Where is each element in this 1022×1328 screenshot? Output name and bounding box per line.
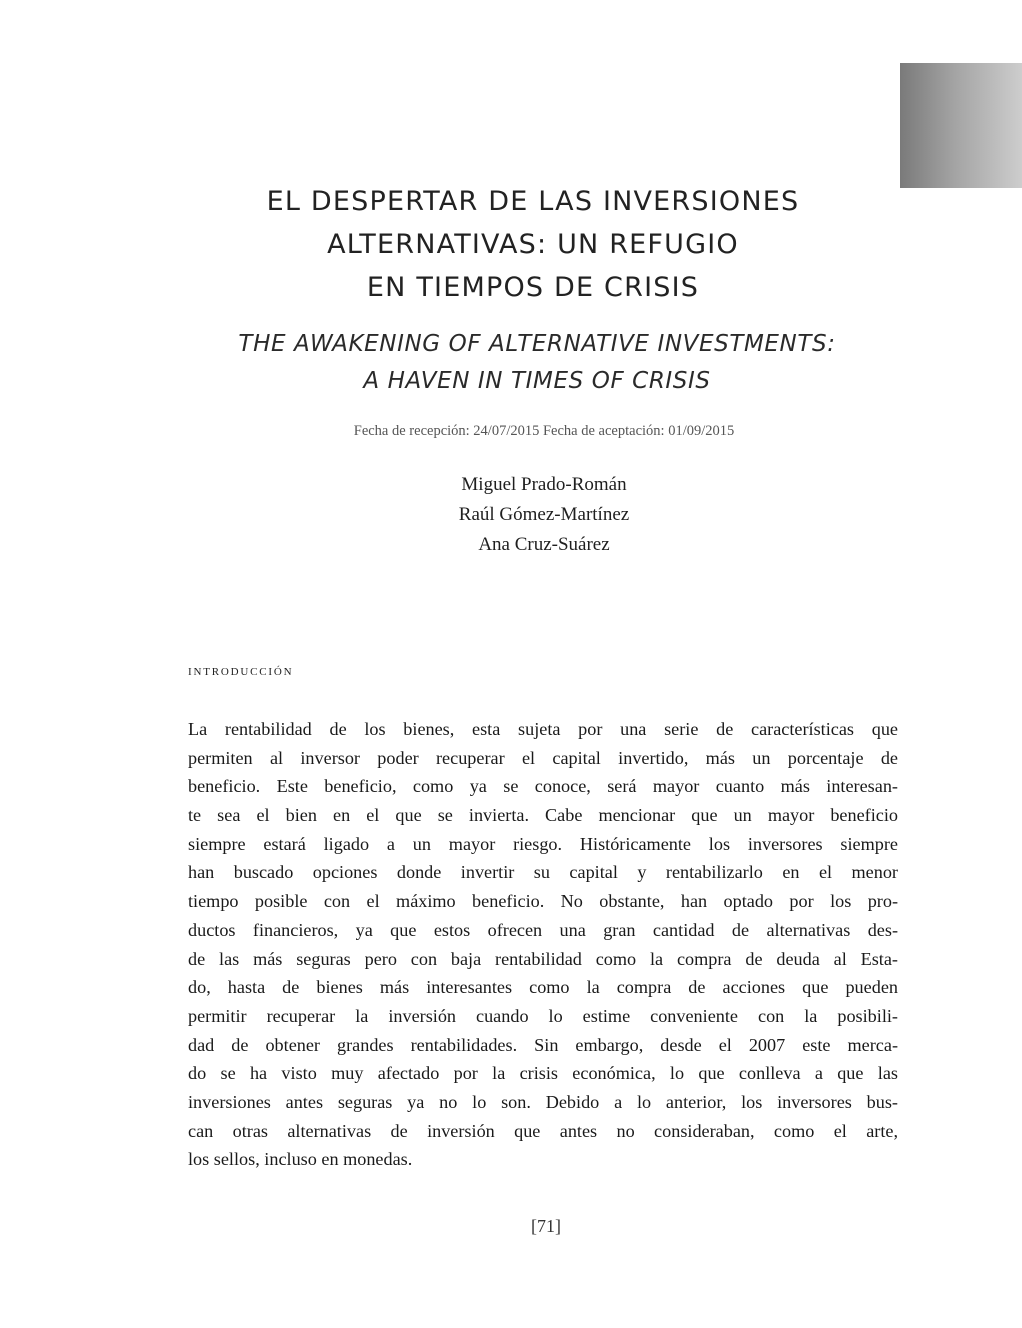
body-line: dad de obtener grandes rentabilidades. Sin embargo, desde el 2007 este merca- bbox=[188, 1034, 898, 1055]
page-edge-tab bbox=[900, 63, 1022, 188]
body-line: inversiones antes seguras ya no lo son. Debido a lo anterior, los inversores bus- bbox=[188, 1091, 898, 1112]
body-line: do, hasta de bienes más interesantes como la compra de acciones que pueden bbox=[188, 977, 898, 998]
article-title bbox=[0, 180, 1022, 309]
body-line: te sea el bien en el que se invierta. Cabe mencionar que un mayor beneficio bbox=[188, 805, 898, 826]
body-paragraph bbox=[188, 715, 898, 1174]
body-line: permitir recuperar la inversión cuando lo estime conveniente con la posibili- bbox=[188, 1005, 898, 1026]
body-line: La rentabilidad de los bienes, esta sujeta por una serie de características que bbox=[188, 719, 898, 739]
body-line: do se ha visto muy afectado por la crisis económica, lo que conlleva a que las bbox=[188, 1063, 898, 1084]
article-subtitle bbox=[0, 326, 1022, 400]
author-name: Ana Cruz-Suárez bbox=[478, 534, 610, 555]
body-line: can otras alternativas de inversión que antes no consideraban, como el arte, bbox=[188, 1120, 898, 1141]
body-line: beneficio. Este beneficio, como ya se conoce, será mayor cuanto más interesan- bbox=[188, 776, 898, 797]
title-line: ALTERNATIVAS: UN REFUGIO bbox=[327, 229, 739, 260]
subtitle-line: A HAVEN IN TIMES OF CRISIS bbox=[363, 368, 711, 394]
author-name: Miguel Prado-Román bbox=[461, 474, 627, 495]
author-list bbox=[33, 470, 1022, 560]
reception-acceptance-dates: Fecha de recepción: 24/07/2015 Fecha de aceptación: 01/09/2015 bbox=[353, 423, 735, 439]
title-line: EN TIEMPOS DE CRISIS bbox=[366, 272, 700, 303]
body-line: siempre estará ligado a un mayor riesgo. Históricamente los inversores siempre bbox=[188, 833, 898, 854]
body-line: han buscado opciones donde invertir su capital y rentabilizarlo en el menor bbox=[188, 862, 898, 883]
body-line: permiten al inversor poder recuperar el capital invertido, más un porcentaje de bbox=[188, 747, 898, 768]
body-line: de las más seguras pero con baja rentabilidad como la compra de deuda al Esta- bbox=[188, 948, 898, 969]
subtitle-line: THE AWAKENING OF ALTERNATIVE INVESTMENTS: bbox=[238, 331, 836, 357]
author-name: Raúl Gómez-Martínez bbox=[458, 504, 630, 525]
body-line: los sellos, incluso en monedas. bbox=[188, 1149, 413, 1170]
title-line: EL DESPERTAR DE LAS INVERSIONES bbox=[266, 186, 800, 217]
page-number: [71] bbox=[531, 1216, 561, 1236]
body-line: tiempo posible con el máximo beneficio. No obstante, han optado por los pro- bbox=[188, 891, 898, 912]
body-line: ductos financieros, ya que estos ofrecen una gran cantidad de alternativas des- bbox=[188, 919, 898, 940]
section-heading: introducción bbox=[188, 662, 294, 679]
